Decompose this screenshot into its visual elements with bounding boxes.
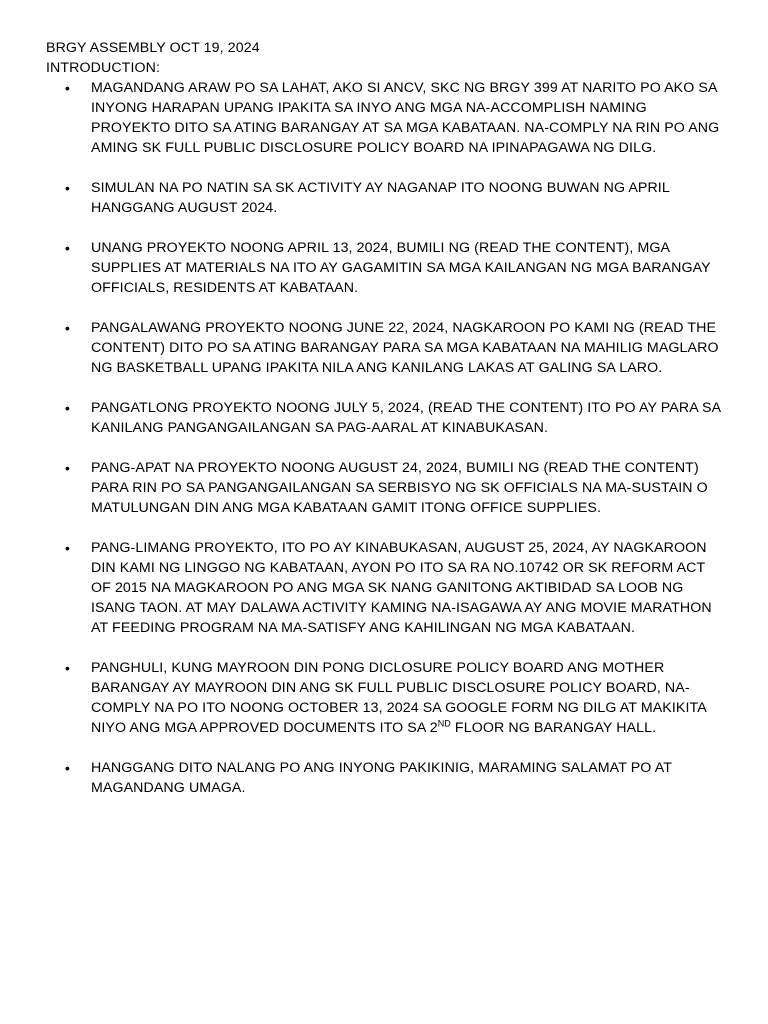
ordinal-superscript: ND [437,718,451,729]
list-item [46,238,728,298]
paragraph-text: SIMULAN NA PO NATIN SA SK ACTIVITY AY NAGANAP ITO NOONG BUWAN NG APRIL HANGGANG AUGUST 2024. [91,180,670,216]
paragraph-text: PANG-LIMANG PROYEKTO, ITO PO AY KINABUKASAN, AUGUST 25, 2024, AY NAGKAROON DIN KAMI NG LINGGO NG KABATAAN, AYON PO ITO SA RA NO.10742 OR SK REFORM ACT OF 2015 NA MAGKAROON PO ANG MGA SK NANG GANITONG AKTIBIDAD SA LOOB NG ISANG TAON. AT MAY DALAWA ACTIVITY KAMING NA-ISAGAWA AY ANG MOVIE MARATHON AT FEEDING PROGRAM NA MA-SATISFY ANG KAHILINGAN NG MGA KABATAAN. [91,540,712,636]
paragraph-text-tail: FLOOR NG BARANGAY HALL. [450,720,657,736]
list-item [46,78,728,158]
bullet-icon: • [65,400,71,416]
list-item [46,758,728,798]
bullet-icon: • [65,660,71,676]
list-item [46,458,728,518]
list-item [46,318,728,378]
paragraph-text-main: PANGHULI, KUNG MAYROON DIN PONG DICLOSURE POLICY BOARD ANG MOTHER BARANGAY AY MAYROON DIN ANG SK FULL PUBLIC DISCLOSURE POLICY BOARD, NA-COMPLY NA PO ITO NOONG OCTOBER 13, 2024 SA GOOGLE FORM NG DILG AT MAKIKITA NIYO ANG MGA APPROVED DOCUMENTS ITO SA 2 [91,660,706,736]
list-item [46,658,728,738]
list-item [46,398,728,438]
paragraph-text [91,660,706,736]
paragraph-text: UNANG PROYEKTO NOONG APRIL 13, 2024, BUMILI NG (READ THE CONTENT), MGA SUPPLIES AT MATERIALS NA ITO AY GAGAMITIN SA MGA KAILANGAN NG MGA BARANGAY OFFICIALS, RESIDENTS AT KABATAAN. [91,240,711,296]
document-title: BRGY ASSEMBLY OCT 19, 2024 [46,40,260,56]
paragraph-text: PANGATLONG PROYEKTO NOONG JULY 5, 2024, (READ THE CONTENT) ITO PO AY PARA SA KANILANG PANGANGAILANGAN SA PAG-AARAL AT KINABUKASAN. [91,400,721,436]
paragraph-text: PANGALAWANG PROYEKTO NOONG JUNE 22, 2024, NAGKAROON PO KAMI NG (READ THE CONTENT) DITO PO SA ATING BARANGAY PARA SA MGA KABATAAN NA MAHILIG MAGLARO NG BASKETBALL UPANG IPAKITA NILA ANG KANILANG LAKAS AT GALING SA LARO. [91,320,719,376]
bullet-icon: • [65,760,71,776]
section-heading: INTRODUCTION: [46,60,161,76]
paragraph-text: PANG-APAT NA PROYEKTO NOONG AUGUST 24, 2024, BUMILI NG (READ THE CONTENT) PARA RIN PO SA PANGANGAILANGAN SA SERBISYO NG SK OFFICIALS NA MA-SUSTAIN O MATULUNGAN DIN ANG MGA KABATAAN GAMIT ITONG OFFICE SUPPLIES. [91,460,708,516]
bullet-list [46,78,728,798]
bullet-icon: • [65,460,71,476]
paragraph-text: MAGANDANG ARAW PO SA LAHAT, AKO SI ANCV, SKC NG BRGY 399 AT NARITO PO AKO SA INYONG HARAPAN UPANG IPAKITA SA INYO ANG MGA NA-ACCOMPLISH NAMING PROYEKTO DITO SA ATING BARANGAY AT SA MGA KABATAAN. NA-COMPLY NA RIN PO ANG AMING SK FULL PUBLIC DISCLOSURE POLICY BOARD NA IPINAPAGAWA NG DILG. [91,80,720,156]
bullet-icon: • [65,540,71,556]
bullet-icon: • [65,180,71,196]
list-item [46,178,728,218]
closing-text: HANGGANG DITO NALANG PO ANG INYONG PAKIKINIG, MARAMING SALAMAT PO AT MAGANDANG UMAGA. [91,760,672,796]
bullet-icon: • [65,240,71,256]
list-item [46,538,728,638]
bullet-icon: • [65,80,71,96]
bullet-icon: • [65,320,71,336]
